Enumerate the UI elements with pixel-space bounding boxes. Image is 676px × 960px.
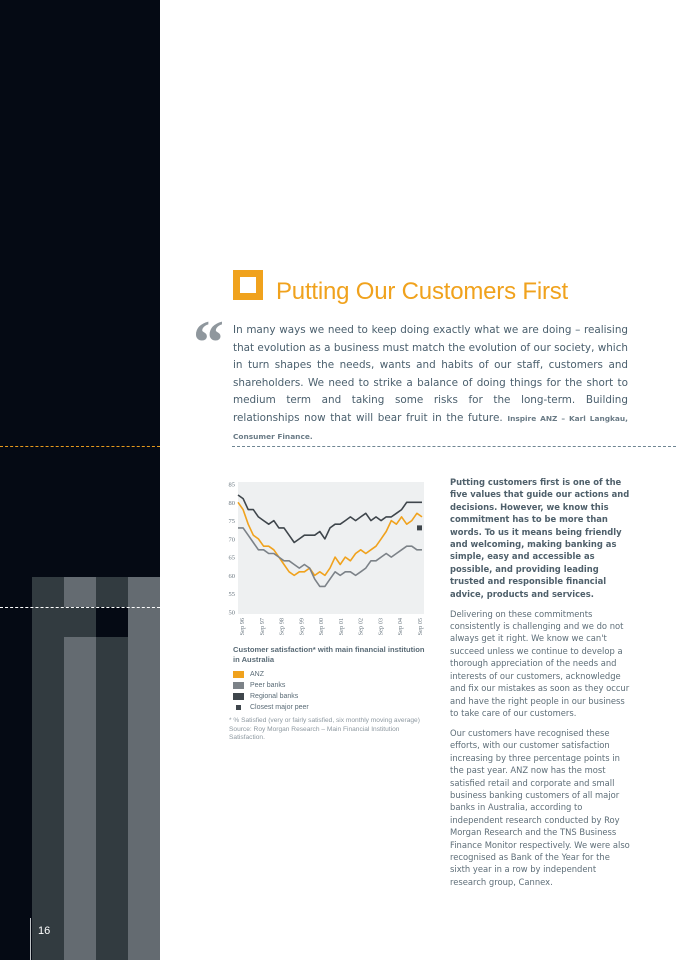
x-tick-label: Sep 02 — [357, 618, 365, 636]
legend-item-anz — [233, 669, 309, 680]
legend-swatch — [233, 693, 244, 700]
closest-major-peer-marker — [417, 525, 422, 530]
left-sidebar-band — [0, 0, 160, 960]
legend-label: Regional banks — [250, 693, 299, 700]
y-tick-label: 80 — [228, 499, 235, 507]
page-title: Putting Our Customers First — [276, 278, 569, 305]
legend-item-closest-major-peer — [233, 702, 309, 713]
page-number-rule — [30, 918, 31, 960]
quote-attribution: Inspire ANZ – Karl Langkau, Consumer Finance. — [233, 413, 628, 441]
y-tick-label: 60 — [228, 572, 235, 580]
plot-area — [238, 482, 424, 614]
legend-swatch — [233, 671, 244, 678]
quote-mark-icon: “ — [193, 309, 224, 377]
legend-label: ANZ — [250, 671, 264, 678]
y-tick-label: 65 — [228, 554, 235, 562]
legend-swatch — [233, 682, 244, 689]
decor-block — [64, 607, 96, 637]
pull-quote — [233, 322, 628, 445]
satisfaction-line-chart — [222, 478, 432, 636]
x-tick-label: Sep 05 — [417, 618, 424, 636]
legend-item-peer-banks — [233, 680, 309, 691]
divider-dashed-white — [0, 607, 160, 608]
chart-notes — [229, 717, 429, 743]
decor-block — [32, 577, 64, 960]
body-paragraph-lead: Putting customers first is one of the five values that guide our actions and decisions. However, we know this commitment has to be more than words. To us it means being friendly and welcoming, making banking as simple, easy and accessible as possible, and providing leading trusted and responsible financial advice, products and services. — [450, 477, 630, 599]
legend-label: Closest major peer — [250, 704, 309, 711]
page-number: 16 — [38, 925, 51, 937]
x-tick-label: Sep 03 — [377, 618, 385, 636]
divider-dashed-grey — [232, 446, 676, 447]
x-tick-label: Sep 99 — [298, 618, 306, 636]
decor-block — [96, 607, 128, 637]
y-tick-label: 75 — [228, 518, 235, 526]
decor-block — [96, 637, 128, 960]
y-tick-label: 55 — [228, 591, 235, 599]
x-tick-label: Sep 96 — [239, 618, 246, 636]
legend-item-regional-banks — [233, 691, 309, 702]
legend-label: Peer banks — [250, 682, 286, 689]
body-paragraph: Delivering on these commitments consistently is challenging and we do not always get it right. We know we can't succeed unless we continue to develop a thorough appreciation of the needs and interests of our customers, acknowledge and fix our mistakes as soon as they occur and have the right people in our business to take care of our customers. — [450, 608, 630, 718]
chart-legend — [233, 669, 309, 713]
y-tick-label: 50 — [228, 609, 235, 617]
x-tick-label: Sep 01 — [337, 618, 345, 636]
decor-block — [128, 577, 160, 960]
y-tick-label: 70 — [228, 536, 235, 544]
legend-square-marker — [236, 705, 241, 710]
x-tick-label: Sep 97 — [258, 618, 266, 636]
body-text — [450, 476, 630, 896]
chart-footnote: * % Satisfied (very or fairly satisfied, six monthly moving average) — [229, 717, 420, 724]
quote-text: In many ways we need to keep doing exactly what we are doing – realising that evolution as a business must match the evolution of our society, which in turn shapes the needs, wants and habits of our staff, customers and shareholders. We need to strike a balance of doing things for the short to medium term and taking some risks for the long-term. Building relationships now that will bear fruit in the future. — [233, 324, 628, 424]
x-tick-label: Sep 04 — [397, 618, 405, 636]
chart-caption: Customer satisfaction* with main financial institution in Australia — [233, 645, 425, 664]
divider-dashed-orange — [0, 446, 160, 447]
x-tick-label: Sep 98 — [278, 618, 286, 636]
x-tick-label: Sep 00 — [318, 618, 326, 636]
square-bullet-icon — [233, 270, 263, 300]
y-tick-label: 85 — [228, 481, 235, 489]
chart-source: Source: Roy Morgan Research – Main Financial Institution Satisfaction. — [229, 725, 400, 742]
body-paragraph: Our customers have recognised these efforts, with our customer satisfaction increasing by three percentage points in the past year. ANZ now has the most satisfied retail and corporate and small business banking customers of all major banks in Australia, according to independent research conducted by Roy Morgan Research and the TNS Business Finance Monitor respectively. We were also recognised as Bank of the Year for the sixth year in a row by independent research group, Cannex. — [450, 727, 630, 887]
